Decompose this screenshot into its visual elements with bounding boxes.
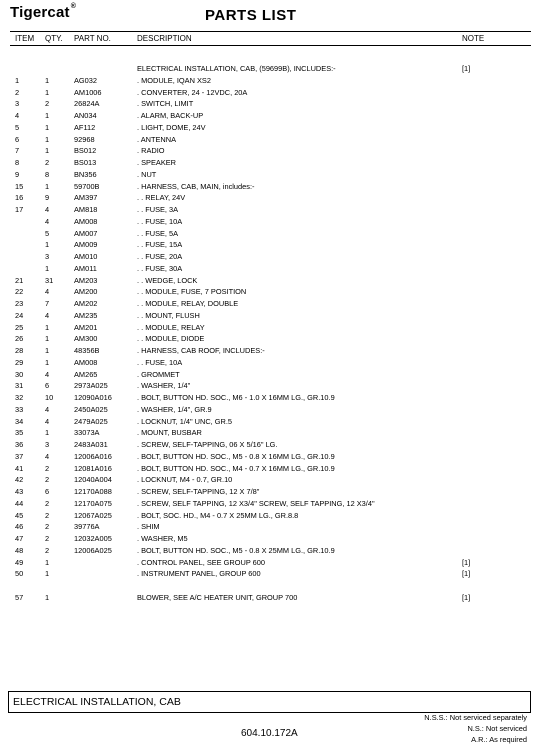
qty-cell: 2 [45, 534, 50, 543]
item-cell: 3 [15, 99, 20, 109]
item-cell: 30 [15, 369, 24, 379]
table-row [0, 463, 540, 475]
description-cell: . SPEAKER [137, 158, 177, 167]
qty-cell: 1 [45, 263, 50, 273]
part-number-cell: AM007 [74, 228, 98, 238]
table-row [0, 533, 540, 545]
qty-cell: 2 [45, 498, 50, 508]
description-cell: . BOLT, BUTTON HD. SOC., M5 - 0.8 X 16MM LG., GR.10.9 [137, 451, 335, 461]
table-row [0, 380, 540, 392]
table-row [0, 75, 540, 87]
qty-cell: 2 [45, 158, 50, 167]
item-cell: 26 [15, 334, 24, 344]
part-number-cell: AM011 [74, 263, 97, 273]
description-cell: ELECTRICAL INSTALLATION, CAB, (59699B), INCLUDES:- [137, 64, 336, 73]
description-cell: . SCREW, SELF-TAPPING, 12 X 7/8" [137, 487, 260, 496]
column-header-description: DESCRIPTION [137, 34, 192, 43]
item-cell: 15 [15, 181, 24, 191]
part-number-cell: AM008 [74, 216, 98, 226]
qty-cell: 1 [45, 557, 50, 567]
part-number-cell: AF112 [74, 122, 96, 132]
part-number-cell: AM300 [74, 334, 98, 344]
legend-ar: A.R.: As required [471, 735, 527, 744]
part-number-cell: 12081A016 [74, 463, 112, 473]
item-cell: 50 [15, 569, 24, 579]
item-cell: 41 [15, 463, 24, 473]
table-row [0, 181, 540, 193]
item-cell: 47 [15, 534, 24, 543]
qty-cell: 4 [45, 310, 50, 320]
note-cell: [1] [462, 64, 471, 73]
description-cell: . BOLT, BUTTON HD. SOC., M5 - 0.8 X 25MM LG., GR.10.9 [137, 545, 335, 555]
description-cell: . LIGHT, DOME, 24V [137, 122, 206, 132]
item-cell: 44 [15, 498, 24, 508]
table-row [0, 192, 540, 204]
part-number-cell: 12006A025 [74, 545, 112, 555]
part-number-cell: AM203 [74, 275, 98, 285]
table-row [0, 369, 540, 381]
table-row [0, 298, 540, 310]
legend-nss: N.S.S.: Not serviced separately [424, 713, 527, 722]
note-cell: [1] [462, 557, 471, 567]
description-cell: . MODULE, IQAN XS2 [137, 75, 211, 85]
note-cell: [1] [462, 569, 471, 579]
item-cell: 43 [15, 487, 24, 496]
description-cell: . BOLT, BUTTON HD. SOC., M6 - 1.0 X 16MM LG., GR.10.9 [137, 393, 335, 402]
description-cell: . CONTROL PANEL, SEE GROUP 600 [137, 557, 266, 567]
part-number-cell: 2973A025 [74, 381, 108, 391]
description-cell: . SCREW, SELF TAPPING, 12 X3/4" SCREW, SELF TAPPING, 12 X3/4" [137, 498, 375, 508]
qty-cell: 1 [45, 240, 50, 250]
part-number-cell: 12090A016 [74, 393, 112, 402]
part-number-cell: 2483A031 [74, 440, 108, 449]
item-cell: 45 [15, 510, 24, 520]
qty-cell: 1 [45, 322, 50, 332]
description-cell: . . WEDGE, LOCK [137, 275, 198, 285]
table-row [0, 357, 540, 369]
qty-cell: 4 [45, 216, 50, 226]
item-cell: 25 [15, 322, 24, 332]
qty-cell: 1 [45, 334, 50, 344]
part-number-cell: 12006A016 [74, 451, 112, 461]
qty-cell: 10 [45, 393, 54, 402]
item-cell: 35 [15, 428, 24, 438]
qty-cell: 1 [45, 569, 50, 579]
qty-cell: 2 [45, 510, 50, 520]
part-number-cell: AM008 [74, 357, 98, 367]
column-header-item: ITEM [15, 34, 35, 43]
table-row [0, 169, 540, 181]
part-number-cell: 12032A005 [74, 534, 112, 543]
part-number-cell: BS013 [74, 158, 97, 167]
table-row [0, 310, 540, 322]
qty-cell: 1 [45, 146, 50, 156]
description-cell: . . FUSE, 10A [137, 357, 183, 367]
item-cell: 37 [15, 451, 24, 461]
table-row [0, 333, 540, 345]
table-row [0, 322, 540, 334]
page-title: PARTS LIST [205, 7, 297, 24]
note-cell: [1] [462, 592, 471, 602]
part-number-cell: AM010 [74, 252, 98, 261]
item-cell: 46 [15, 522, 24, 532]
description-cell: . . RELAY, 24V [137, 193, 186, 203]
brand-name: Tigercat [10, 4, 70, 21]
table-row [0, 204, 540, 216]
qty-cell: 6 [45, 487, 50, 496]
part-number-cell: AN034 [74, 111, 97, 120]
part-number-cell: AM235 [74, 310, 98, 320]
item-cell: 31 [15, 381, 24, 391]
brand-logo [10, 4, 76, 21]
table-row [0, 63, 540, 75]
description-cell: . BOLT, SOC. HD., M4 - 0.7 X 25MM LG., GR.8.8 [137, 510, 299, 520]
part-number-cell: BN356 [74, 169, 97, 179]
item-cell: 57 [15, 592, 24, 602]
table-row [0, 392, 540, 404]
item-cell: 24 [15, 310, 24, 320]
table-row [0, 592, 540, 604]
part-number-cell: 92968 [74, 134, 95, 144]
table-row [0, 239, 540, 251]
table-row [0, 545, 540, 557]
qty-cell: 1 [45, 111, 50, 120]
description-cell: . SHIM [137, 522, 160, 532]
description-cell: BLOWER, SEE A/C HEATER UNIT, GROUP 700 [137, 592, 298, 602]
qty-cell: 1 [45, 346, 50, 355]
description-cell: . SCREW, SELF-TAPPING, 06 X 5/16" LG. [137, 440, 278, 449]
part-number-cell: 12067A025 [74, 510, 112, 520]
registered-mark: ® [70, 3, 77, 10]
part-number-cell: 33073A [74, 428, 100, 438]
table-row [0, 157, 540, 169]
description-cell: . INSTRUMENT PANEL, GROUP 600 [137, 569, 261, 579]
qty-cell: 4 [45, 404, 50, 414]
qty-cell: 4 [45, 451, 50, 461]
section-title-box [8, 691, 531, 713]
part-number-cell: 48356B [74, 346, 100, 355]
part-number-cell: 59700B [74, 181, 100, 191]
qty-cell: 2 [45, 545, 50, 555]
description-cell: . LOCKNUT, 1/4" UNC, GR.5 [137, 416, 233, 426]
table-row [0, 439, 540, 451]
table-row [0, 145, 540, 157]
item-cell: 29 [15, 357, 24, 367]
table-row [0, 510, 540, 522]
item-cell: 23 [15, 299, 24, 308]
part-number-cell: AG032 [74, 75, 98, 85]
part-number-cell: 12040A004 [74, 475, 112, 485]
part-number-cell: 12170A075 [74, 498, 112, 508]
header-bottom-rule [10, 45, 531, 46]
description-cell: . MOUNT, BUSBAR [137, 428, 202, 438]
description-cell: . ANTENNA [137, 134, 177, 144]
table-row [0, 251, 540, 263]
item-cell: 2 [15, 87, 20, 97]
qty-cell: 2 [45, 475, 50, 485]
header-top-rule [10, 31, 531, 32]
table-row [0, 580, 540, 592]
description-cell: . . FUSE, 5A [137, 228, 179, 238]
column-header-part-no: PART NO. [74, 34, 111, 43]
qty-cell: 1 [45, 181, 50, 191]
item-cell: 8 [15, 158, 20, 167]
description-cell: . SWITCH, LIMIT [137, 99, 194, 109]
table-row [0, 474, 540, 486]
qty-cell: 9 [45, 193, 50, 203]
qty-cell: 4 [45, 205, 50, 214]
description-cell: . BOLT, BUTTON HD. SOC., M4 - 0.7 X 16MM LG., GR.10.9 [137, 463, 335, 473]
qty-cell: 3 [45, 440, 50, 449]
qty-cell: 4 [45, 369, 50, 379]
item-cell: 5 [15, 122, 20, 132]
description-cell: . . FUSE, 15A [137, 240, 183, 250]
qty-cell: 2 [45, 463, 50, 473]
table-row [0, 521, 540, 533]
table-row [0, 98, 540, 110]
table-row [0, 216, 540, 228]
table-row [0, 122, 540, 134]
description-cell: . . MODULE, RELAY, DOUBLE [137, 299, 239, 308]
part-number-cell: AM201 [74, 322, 98, 332]
qty-cell: 1 [45, 75, 50, 85]
parts-table [0, 63, 540, 604]
description-cell: . WASHER, M5 [137, 534, 188, 543]
qty-cell: 3 [45, 252, 50, 261]
part-number-cell: AM200 [74, 287, 98, 297]
description-cell: . GROMMET [137, 369, 180, 379]
description-cell: . WASHER, 1/4", GR.9 [137, 404, 212, 414]
table-row [0, 286, 540, 298]
item-cell: 7 [15, 146, 20, 156]
table-row [0, 498, 540, 510]
part-number-cell: 12170A088 [74, 487, 112, 496]
legend-ns: N.S.: Not serviced [467, 724, 527, 733]
item-cell: 42 [15, 475, 24, 485]
item-cell: 9 [15, 169, 20, 179]
description-cell: . NUT [137, 169, 157, 179]
item-cell: 6 [15, 134, 20, 144]
description-cell: . . MOUNT, FLUSH [137, 310, 200, 320]
qty-cell: 1 [45, 134, 50, 144]
qty-cell: 8 [45, 169, 50, 179]
description-cell: . LOCKNUT, M4 - 0.7, GR.10 [137, 475, 233, 485]
part-number-cell: AM818 [74, 205, 98, 214]
table-row [0, 110, 540, 122]
item-cell: 49 [15, 557, 24, 567]
item-cell: 16 [15, 193, 24, 203]
qty-cell: 1 [45, 122, 50, 132]
table-row [0, 427, 540, 439]
qty-cell: 2 [45, 522, 50, 532]
description-cell: . RADIO [137, 146, 165, 156]
item-cell: 34 [15, 416, 24, 426]
table-row [0, 557, 540, 569]
qty-cell: 6 [45, 381, 50, 391]
item-cell: 33 [15, 404, 24, 414]
part-number-cell: AM265 [74, 369, 98, 379]
qty-cell: 4 [45, 416, 50, 426]
table-row [0, 87, 540, 99]
item-cell: 48 [15, 545, 24, 555]
item-cell: 28 [15, 346, 24, 355]
description-cell: . ALARM, BACK-UP [137, 111, 204, 120]
description-cell: . . MODULE, FUSE, 7 POSITION [137, 287, 247, 297]
table-row [0, 416, 540, 428]
item-cell: 22 [15, 287, 24, 297]
item-cell: 36 [15, 440, 24, 449]
part-number-cell: AM202 [74, 299, 98, 308]
part-number-cell: 26824A [74, 99, 100, 109]
table-row [0, 134, 540, 146]
section-title: ELECTRICAL INSTALLATION, CAB [13, 696, 181, 708]
part-number-cell: AM397 [74, 193, 98, 203]
part-number-cell: AM1006 [74, 87, 102, 97]
item-cell: 4 [15, 111, 20, 120]
item-cell: 1 [15, 75, 20, 85]
description-cell: . . MODULE, RELAY [137, 322, 205, 332]
qty-cell: 7 [45, 299, 50, 308]
table-row [0, 404, 540, 416]
description-cell: . HARNESS, CAB ROOF, INCLUDES:- [137, 346, 265, 355]
page-number: 604.10.172A [241, 728, 298, 739]
description-cell: . . FUSE, 30A [137, 263, 183, 273]
qty-cell: 4 [45, 287, 50, 297]
qty-cell: 1 [45, 87, 50, 97]
column-header-note: NOTE [462, 34, 485, 43]
description-cell: . CONVERTER, 24 - 12VDC, 20A [137, 87, 248, 97]
part-number-cell: 2479A025 [74, 416, 108, 426]
description-cell: . . FUSE, 10A [137, 216, 183, 226]
table-row [0, 345, 540, 357]
description-cell: . . FUSE, 20A [137, 252, 183, 261]
description-cell: . WASHER, 1/4" [137, 381, 191, 391]
qty-cell: 1 [45, 357, 50, 367]
qty-cell: 2 [45, 99, 50, 109]
qty-cell: 5 [45, 228, 50, 238]
description-cell: . . FUSE, 3A [137, 205, 179, 214]
qty-cell: 31 [45, 275, 54, 285]
qty-cell: 1 [45, 428, 50, 438]
item-cell: 17 [15, 205, 24, 214]
item-cell: 32 [15, 393, 24, 402]
column-header-qty: QTY. [45, 34, 63, 43]
part-number-cell: AM009 [74, 240, 98, 250]
part-number-cell: BS012 [74, 146, 97, 156]
part-number-cell: 39776A [74, 522, 100, 532]
description-cell: . . MODULE, DIODE [137, 334, 205, 344]
table-row [0, 263, 540, 275]
description-cell: . HARNESS, CAB, MAIN, includes:- [137, 181, 255, 191]
qty-cell: 1 [45, 592, 50, 602]
table-row [0, 451, 540, 463]
table-row [0, 228, 540, 240]
part-number-cell: 2450A025 [74, 404, 108, 414]
table-row [0, 486, 540, 498]
item-cell: 21 [15, 275, 24, 285]
table-row [0, 568, 540, 580]
table-row [0, 275, 540, 287]
